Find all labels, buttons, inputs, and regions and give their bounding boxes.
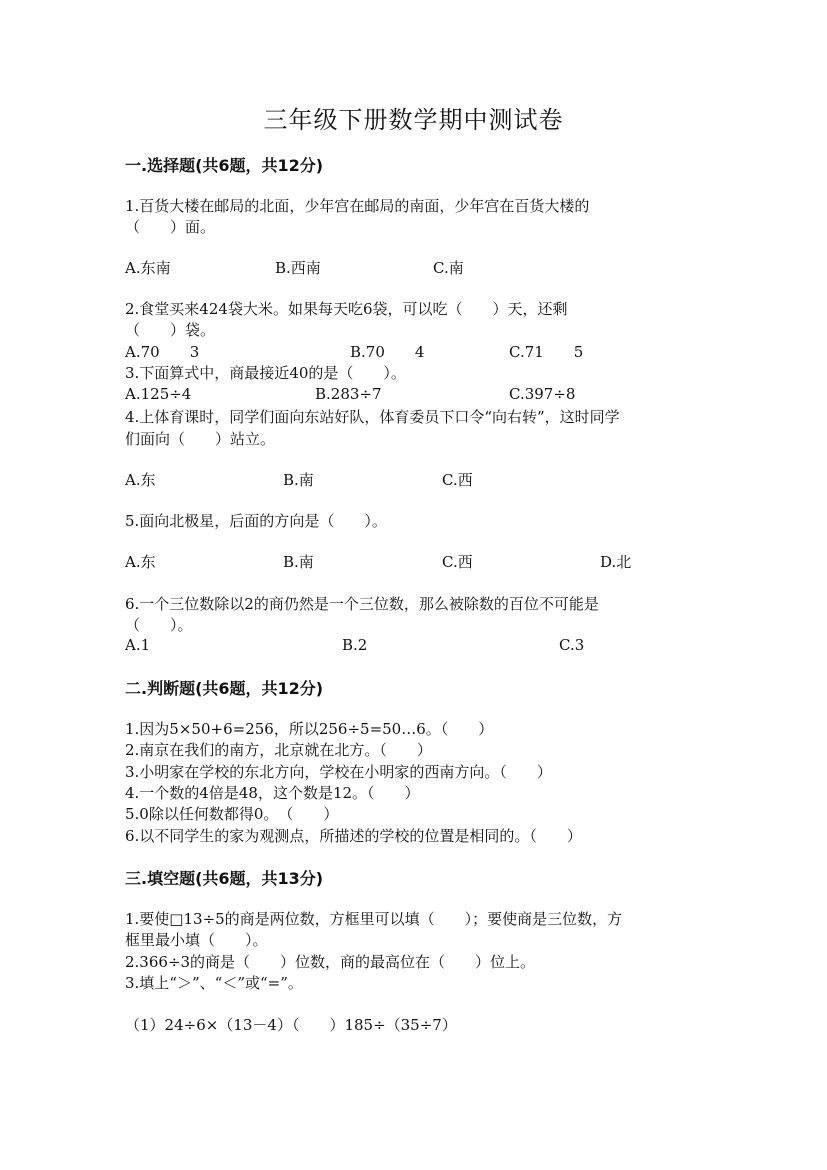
question-text: 6.一个三位数除以2的商仍然是一个三位数，那么被除数的百位不可能是 xyxy=(125,595,599,613)
answer-option: C.71 5 xyxy=(509,343,584,361)
answer-option: C.西 xyxy=(442,553,473,571)
judgement-item: 2.南京在我们的南方，北京就在北方。（ ） xyxy=(125,741,432,759)
section-heading-judgement: 二.判断题(共6题，共12分) xyxy=(125,679,324,698)
answer-option: C.3 xyxy=(559,636,585,654)
answer-option: B.70 4 xyxy=(350,343,425,361)
answer-option: A.1 xyxy=(125,636,151,654)
judgement-item: 5.0除以任何数都得0。 （ ） xyxy=(125,805,339,823)
section-heading-fill-in: 三.填空题(共6题，共13分) xyxy=(125,869,324,888)
question-text: 2.366÷3的商是（ ）位数，商的最高位在（ ）位上。 xyxy=(125,953,536,971)
answer-option: B.西南 xyxy=(275,259,321,277)
question-text: 1.百货大楼在邮局的北面，少年宫在邮局的南面，少年宫在百货大楼的 xyxy=(125,197,590,215)
question-text: 们面向（ ）站立。 xyxy=(125,430,276,448)
answer-option: C.397÷8 xyxy=(509,385,576,403)
answer-option: B.283÷7 xyxy=(315,385,382,403)
question-text: 框里最小填（ ）。 xyxy=(125,931,268,949)
answer-option: A.70 3 xyxy=(125,343,200,361)
question-text: （ ）面。 xyxy=(125,218,216,236)
answer-option: B.南 xyxy=(283,471,314,489)
answer-option: B.2 xyxy=(342,636,368,654)
answer-option: A.东 xyxy=(125,553,156,571)
question-text: 1.要使□13÷5的商是两位数，方框里可以填（ ）；要使商是三位数，方 xyxy=(125,910,623,928)
judgement-item: 4.一个数的4倍是48，这个数是12。（ ） xyxy=(125,784,420,802)
question-text: 3.填上“＞”、“＜”或“=”。 xyxy=(125,974,303,992)
answer-option: C.西 xyxy=(442,471,473,489)
answer-option: A.东 xyxy=(125,471,156,489)
question-text: 5.面向北极星，后面的方向是（ ）。 xyxy=(125,512,387,530)
page-title: 三年级下册数学期中测试卷 xyxy=(263,106,564,134)
question-text: （ ）袋。 xyxy=(125,321,216,339)
question-text: 3.下面算式中，商最接近40的是（ ）。 xyxy=(125,364,406,382)
answer-option: C.南 xyxy=(433,259,464,277)
judgement-item: 1.因为5×50+6=256，所以256÷5=50…6。（ ） xyxy=(125,720,494,738)
answer-option: B.南 xyxy=(283,553,314,571)
answer-option: A.东南 xyxy=(125,259,171,277)
section-heading-choice: 一.选择题(共6题，共12分) xyxy=(125,156,324,175)
question-text: 2.食堂买来424袋大米。如果每天吃6袋，可以吃（ ）天，还剩 xyxy=(125,300,568,318)
sub-question-text: （1）24÷6×（13－4）（ ）185÷（35÷7） xyxy=(125,1016,457,1034)
judgement-item: 6.以不同学生的家为观测点，所描述的学校的位置是相同的。（ ） xyxy=(125,827,582,845)
answer-option: A.125÷4 xyxy=(125,385,192,403)
judgement-item: 3.小明家在学校的东北方向，学校在小明家的西南方向。（ ） xyxy=(125,763,552,781)
question-text: 4.上体育课时，同学们面向东站好队，体育委员下口令“向右转”，这时同学 xyxy=(125,408,620,426)
answer-option: D.北 xyxy=(600,553,632,571)
question-text: （ ）。 xyxy=(125,616,193,634)
